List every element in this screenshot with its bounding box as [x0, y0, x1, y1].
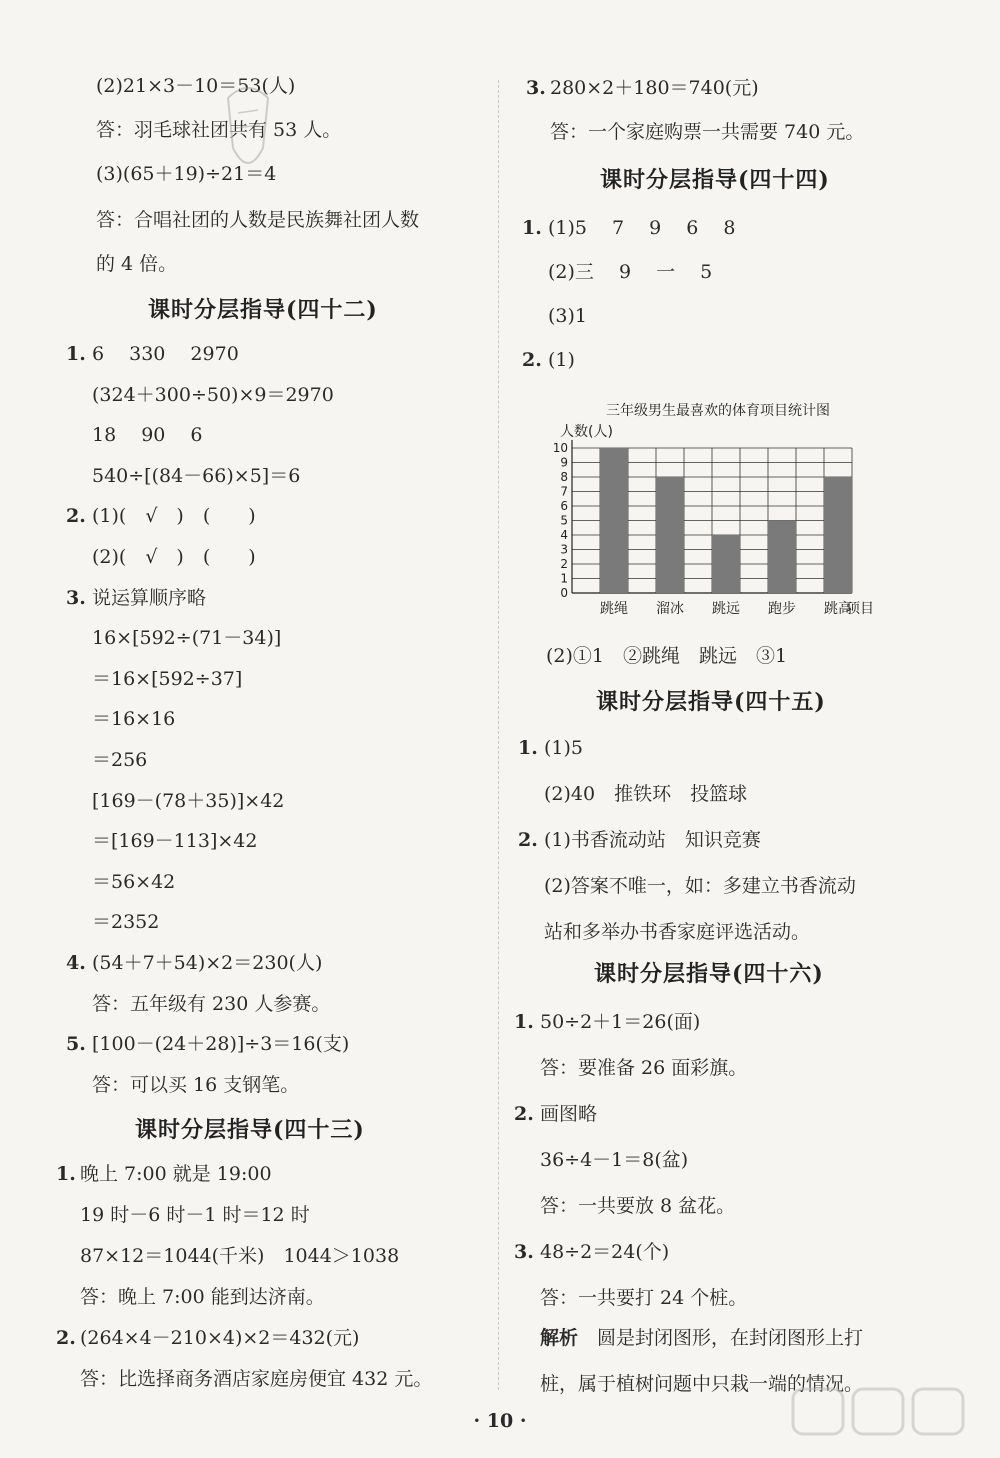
y-axis-label: 人数(人): [560, 424, 613, 440]
item-number: 3.: [66, 586, 86, 609]
text-line: 答：合唱社团的人数是民族舞社团人数: [96, 209, 420, 231]
y-tick-label: 1: [560, 571, 568, 586]
list-item: [514, 1056, 747, 1080]
list-item: [66, 342, 239, 366]
list-item: [66, 707, 175, 731]
list-item: [66, 586, 206, 610]
item-text: 280×2＋180＝740(元): [550, 77, 759, 99]
item-number: 4.: [66, 952, 86, 974]
list-item: [66, 910, 159, 934]
item-text: (1)( √ ) ( ): [92, 505, 256, 528]
y-tick-label: 5: [560, 513, 568, 528]
item-number: 1.: [522, 217, 542, 239]
list-item: [56, 1162, 272, 1186]
item-text: (1)5: [544, 737, 584, 759]
item-number: 2.: [518, 829, 538, 851]
text-line: 的 4 倍。: [96, 253, 178, 275]
y-tick-label: 10: [552, 441, 568, 455]
analysis-line: 桩，属于植树问题中只栽一端的情况。: [540, 1373, 864, 1395]
list-item: [518, 874, 856, 898]
item-text: 36÷4－1＝8(盆): [540, 1149, 689, 1171]
list-item: [66, 1073, 299, 1097]
item-text: (2)三 9 一 5: [548, 261, 713, 283]
item-text: [100－(24＋28)]÷3＝16(支): [92, 1033, 350, 1056]
item-text: ＝16×[592÷37]: [92, 667, 243, 690]
item-number: 5.: [66, 1033, 86, 1056]
list-item: [514, 1010, 700, 1034]
y-tick-label: 3: [560, 542, 568, 557]
watermark-logo-icon: [788, 1384, 988, 1444]
list-item: [522, 216, 736, 240]
item-number: 2.: [56, 1327, 76, 1349]
item-text: 答：五年级有 230 人参赛。: [92, 992, 331, 1015]
list-item: [66, 423, 203, 447]
bar: [600, 448, 628, 593]
list-item: [518, 920, 810, 944]
item-text: 站和多举办书香家庭评选活动。: [544, 921, 811, 943]
item-number: 1.: [518, 737, 538, 759]
list-item: [518, 828, 761, 852]
text-line: 答：羽毛球社团共有 53 人。: [96, 119, 342, 141]
list-item: [66, 829, 257, 853]
list-item: [56, 1367, 432, 1391]
list-item: [66, 383, 334, 407]
section-title: 课时分层指导(四十四): [600, 167, 830, 193]
list-item: [66, 667, 242, 691]
bar: [768, 521, 796, 594]
list-item: [66, 870, 175, 894]
bar: [656, 477, 684, 593]
section-title: 课时分层指导(四十二): [148, 297, 378, 323]
item-text: ＝256: [92, 749, 148, 771]
text-line: (2)21×3－10＝53(人): [96, 75, 296, 97]
list-item: [514, 1240, 669, 1264]
item-number: 2.: [522, 349, 542, 371]
item-text: 答：比选择商务酒店家庭房便宜 432 元。: [80, 1368, 433, 1390]
chart-title: 三年级男生最喜欢的体育项目统计图: [606, 403, 830, 419]
y-tick-label: 9: [560, 455, 568, 470]
item-text: 画图略: [540, 1103, 598, 1125]
list-item: [518, 736, 583, 760]
list-item: [66, 626, 281, 650]
list-item: [526, 76, 759, 100]
analysis-text: 圆是封闭图形，在封闭图形上打: [578, 1327, 864, 1349]
text-line: (3)(65＋19)÷21＝4: [96, 163, 277, 185]
list-item: [66, 1032, 349, 1056]
item-text: 87×12＝1044(千米) 1044＞1038: [80, 1245, 400, 1267]
bar: [712, 535, 740, 593]
item-text: 540÷[(84－66)×5]＝6: [92, 464, 301, 487]
item-text: 19 时－6 时－1 时＝12 时: [80, 1204, 310, 1226]
item-text: ＝[169－113]×42: [92, 830, 258, 853]
item-text: 答：一个家庭购票一共需要 740 元。: [550, 121, 865, 143]
item-text: 答：要准备 26 面彩旗。: [540, 1057, 748, 1079]
bar: [824, 477, 852, 593]
list-item: [514, 1194, 735, 1218]
list-item: [66, 748, 147, 772]
item-number: 2.: [66, 505, 86, 528]
y-tick-label: 7: [560, 484, 568, 499]
analysis-label: 解析: [540, 1327, 579, 1349]
x-tick-label: 跳高: [824, 601, 852, 617]
x-tick-label: 跳绳: [600, 601, 628, 617]
list-item: [66, 951, 322, 975]
item-text: (264×4－210×4)×2＝432(元): [80, 1327, 360, 1349]
item-number: 1.: [66, 343, 86, 365]
item-number: 3.: [526, 77, 546, 99]
analysis-line: [540, 1326, 863, 1350]
item-text: 6 330 2970: [92, 343, 239, 365]
section-title: 课时分层指导(四十三): [135, 1117, 365, 1143]
item-text: 48÷2＝24(个): [540, 1241, 670, 1263]
x-tick-label: 溜冰: [656, 601, 684, 617]
item-number: 3.: [514, 1241, 534, 1263]
list-item: [66, 992, 330, 1016]
list-item: [66, 545, 256, 569]
item-text: 答：一共要放 8 盆花。: [540, 1195, 736, 1217]
list-item: [56, 1285, 325, 1309]
section-title: 课时分层指导(四十五): [596, 689, 826, 715]
item-text: 答：晚上 7:00 能到达济南。: [80, 1286, 325, 1308]
item-text: [169－(78＋35)]×42: [92, 789, 285, 812]
list-item: [526, 120, 864, 144]
item-text: ＝2352: [92, 911, 160, 934]
item-text: (324＋300÷50)×9＝2970: [92, 383, 334, 406]
y-tick-label: 2: [560, 557, 568, 571]
item-text: (2)答案不唯一，如：多建立书香流动: [544, 875, 856, 897]
list-item: [518, 782, 747, 806]
page-number: · 10 ·: [473, 1410, 527, 1432]
item-text: 答：可以买 16 支钢笔。: [92, 1073, 300, 1096]
x-axis-label: 项目: [846, 601, 874, 617]
list-item: [522, 260, 712, 284]
item-text: 说运算顺序略: [92, 586, 207, 609]
list-item: [522, 304, 587, 328]
list-item: [514, 1148, 688, 1172]
column-divider: [498, 80, 500, 1390]
item-text: 16×[592÷(71－34)]: [92, 627, 282, 650]
bar-chart: [550, 395, 910, 625]
list-item: [56, 1203, 310, 1227]
y-tick-label: 8: [560, 470, 568, 484]
list-item: [66, 504, 256, 528]
list-item: [514, 1102, 597, 1126]
item-text: 答：一共要打 24 个桩。: [540, 1287, 748, 1309]
item-number: 2.: [514, 1103, 534, 1125]
x-tick-label: 跑步: [768, 601, 796, 617]
item-text: ＝16×16: [92, 708, 176, 731]
item-text: (1)书香流动站 知识竞赛: [544, 829, 761, 851]
text-line: (2)①1 ②跳绳 跳远 ③1: [546, 645, 788, 667]
item-text: (2)40 推铁环 投篮球: [544, 783, 748, 805]
item-text: (1): [548, 349, 575, 371]
item-text: 50÷2＋1＝26(面): [540, 1011, 701, 1033]
carrot-stamp-icon: [208, 78, 288, 193]
list-item: [522, 348, 575, 372]
list-item: [56, 1326, 359, 1350]
y-tick-label: 4: [560, 528, 568, 542]
item-text: ＝56×42: [92, 870, 176, 893]
item-number: 1.: [514, 1011, 534, 1033]
y-tick-label: 0: [560, 586, 568, 600]
y-tick-label: 6: [560, 499, 568, 513]
item-text: (54＋7＋54)×2＝230(人): [92, 952, 323, 974]
item-text: (3)1: [548, 305, 588, 327]
item-text: 18 90 6: [92, 424, 203, 447]
item-text: (2)( √ ) ( ): [92, 546, 256, 568]
list-item: [514, 1286, 747, 1310]
item-number: 1.: [56, 1163, 76, 1185]
x-tick-label: 跳远: [712, 601, 740, 617]
list-item: [56, 1244, 399, 1268]
list-item: [66, 789, 284, 813]
section-title: 课时分层指导(四十六): [594, 961, 824, 987]
item-text: (1)5 7 9 6 8: [548, 217, 736, 239]
item-text: 晚上 7:00 就是 19:00: [80, 1163, 272, 1185]
list-item: [66, 464, 300, 488]
